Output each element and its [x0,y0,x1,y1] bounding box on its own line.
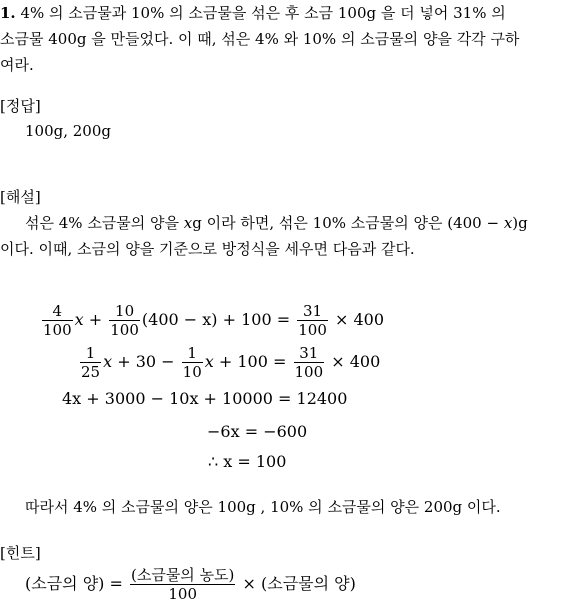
fraction: $\frac{1}{25}$ [81,344,101,381]
hint-formula [25,566,356,603]
problem-line-1 [0,3,506,23]
equation-4: −6x = −600 [207,422,308,441]
fraction: $\frac{1}{10}$ [182,344,202,381]
equation-5: ∴ x = 100 [208,452,287,471]
hint-lhs: (소금의 양) = [25,574,123,593]
equation-3: 4x + 3000 − 10x + 10000 = 12400 [62,389,348,408]
solution-line-2: 이다. 이때, 소금의 양을 기준으로 방정식을 세우면 다음과 같다. [0,240,415,258]
solution-line-1a: 섞은 4% 소금물의 양을 [25,214,184,232]
fraction: $\frac{10}{100}$ [110,302,139,339]
hint-heading: [힌트] [0,544,41,562]
equation-2: $\frac{1}{25}$ x + 30 − $\frac{1}{10}$ x + 100 = $\frac{31}{100}$ × 400 [81,344,381,381]
variable-x: x [503,214,513,232]
solution-line-1c: )g [512,214,528,232]
hint-fraction: $\frac{\text{(소금물의 농도)}}{100}$ [130,566,235,603]
equation-1: $\frac{4}{100}$ x + $\frac{10}{100}$ (400 − x) + 100 = $\frac{31}{100}$ × 400 [43,302,384,339]
solution-line-1b: g 이라 하면, 섞은 10% 소금물의 양은 (400 − [192,214,504,232]
fraction: $\frac{31}{100}$ [298,302,327,339]
answer-heading: [정답] [0,97,41,115]
problem-number: 1. [0,4,16,22]
hint-rhs: × (소금물의 양) [242,574,356,593]
problem-line-2: 소금물 400g 을 만들었다. 이 때, 섞은 4% 와 10% 의 소금물의 양을 각각 구하 [0,30,520,48]
variable-x: x [183,214,193,232]
answer-value: 100g, 200g [25,122,112,140]
solution-heading: [해설] [0,188,41,206]
problem-text-1: 4% 의 소금물과 10% 의 소금물을 섞은 후 소금 100g 을 더 넣어 31% 의 [20,4,506,22]
problem-line-3: 여라. [0,56,34,74]
conclusion: 따라서 4% 의 소금물의 양은 100g , 10% 의 소금물의 양은 200g 이다. [25,498,501,516]
solution-line-1 [25,213,528,233]
fraction: $\frac{31}{100}$ [294,344,324,381]
fraction: $\frac{4}{100}$ [43,302,72,339]
